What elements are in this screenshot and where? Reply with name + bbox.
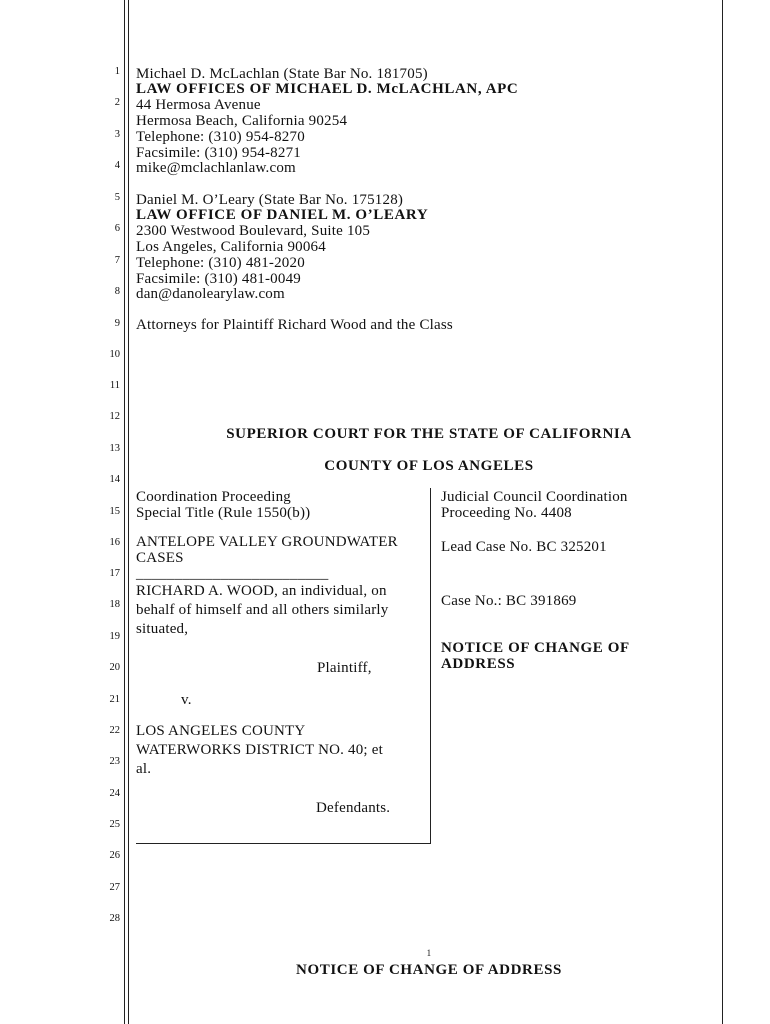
court-name: SUPERIOR COURT FOR THE STATE OF CALIFORNIA — [226, 426, 632, 442]
jccp-line-2: Proceeding No. 4408 — [441, 505, 572, 521]
line-number: 1 — [114, 66, 120, 77]
street-address: 2300 Westwood Boulevard, Suite 105 — [136, 223, 371, 239]
page-number: 1 — [426, 948, 432, 958]
line-number: 5 — [114, 192, 120, 203]
lead-case-number: Lead Case No. BC 325201 — [441, 539, 607, 555]
telephone: Telephone: (310) 481-2020 — [136, 255, 305, 271]
coordination-line-1: Coordination Proceeding — [136, 489, 291, 505]
line-number: 10 — [109, 349, 120, 360]
margin-rule-left-2 — [128, 0, 129, 1024]
margin-rule-right — [722, 0, 723, 1024]
line-number: 13 — [109, 443, 120, 454]
line-number: 19 — [109, 631, 120, 642]
document-title-line-1: NOTICE OF CHANGE OF — [441, 640, 630, 656]
line-number: 7 — [114, 255, 120, 266]
case-title-line-1: ANTELOPE VALLEY GROUNDWATER — [136, 534, 398, 550]
line-number: 11 — [109, 380, 120, 391]
caption-separator: _________________________ — [136, 566, 329, 582]
line-number: 9 — [114, 318, 120, 329]
line-number: 28 — [109, 913, 120, 924]
margin-rule-left-1 — [124, 0, 125, 1024]
line-number: 6 — [114, 223, 120, 234]
footer-title: NOTICE OF CHANGE OF ADDRESS — [296, 962, 562, 978]
firm-name: LAW OFFICES OF MICHAEL D. McLACHLAN, APC — [136, 81, 519, 97]
facsimile: Facsimile: (310) 481-0049 — [136, 271, 301, 287]
city-address: Los Angeles, California 90064 — [136, 239, 326, 255]
line-number: 2 — [114, 97, 120, 108]
jccp-line-1: Judicial Council Coordination — [441, 489, 628, 505]
line-number: 18 — [109, 599, 120, 610]
city-address: Hermosa Beach, California 90254 — [136, 113, 348, 129]
line-number: 3 — [114, 129, 120, 140]
coordination-line-2: Special Title (Rule 1550(b)) — [136, 505, 311, 521]
street-address: 44 Hermosa Avenue — [136, 97, 261, 113]
line-number: 25 — [109, 819, 120, 830]
firm-name: LAW OFFICE OF DANIEL M. O’LEARY — [136, 207, 429, 223]
email: mike@mclachlanlaw.com — [136, 160, 296, 176]
facsimile: Facsimile: (310) 954-8271 — [136, 145, 301, 161]
line-number: 23 — [109, 756, 120, 767]
line-number: 20 — [109, 662, 120, 673]
line-number: 17 — [109, 568, 120, 579]
telephone: Telephone: (310) 954-8270 — [136, 129, 305, 145]
line-number: 27 — [109, 882, 120, 893]
line-number: 21 — [109, 694, 120, 705]
line-number: 14 — [109, 474, 120, 485]
caption-divider — [430, 488, 431, 844]
line-number: 24 — [109, 788, 120, 799]
versus: v. — [181, 692, 192, 708]
defendant-line-1: LOS ANGELES COUNTY — [136, 723, 306, 739]
defendants-label: Defendants. — [316, 800, 391, 816]
plaintiff-line-3: situated, — [136, 621, 189, 637]
attorney-name: Michael D. McLachlan (State Bar No. 181705) — [136, 66, 428, 82]
email: dan@danolearylaw.com — [136, 286, 285, 302]
line-number: 15 — [109, 506, 120, 517]
plaintiff-line-1: RICHARD A. WOOD, an individual, on — [136, 583, 387, 599]
attorneys-for: Attorneys for Plaintiff Richard Wood and the Class — [136, 317, 453, 333]
document-title-line-2: ADDRESS — [441, 656, 516, 672]
attorney-name: Daniel M. O’Leary (State Bar No. 175128) — [136, 192, 404, 208]
plaintiff-label: Plaintiff, — [317, 660, 372, 676]
line-number: 16 — [109, 537, 120, 548]
line-number: 12 — [109, 411, 120, 422]
caption-bottom-rule — [136, 843, 431, 844]
line-number: 4 — [114, 160, 120, 171]
county-name: COUNTY OF LOS ANGELES — [324, 458, 534, 474]
line-number: 22 — [109, 725, 120, 736]
case-number: Case No.: BC 391869 — [441, 593, 577, 609]
line-number: 8 — [114, 286, 120, 297]
defendant-line-3: al. — [136, 761, 152, 777]
plaintiff-line-2: behalf of himself and all others similarly — [136, 602, 389, 618]
line-number: 26 — [109, 850, 120, 861]
defendant-line-2: WATERWORKS DISTRICT NO. 40; et — [136, 742, 383, 758]
case-title-line-2: CASES — [136, 550, 184, 566]
